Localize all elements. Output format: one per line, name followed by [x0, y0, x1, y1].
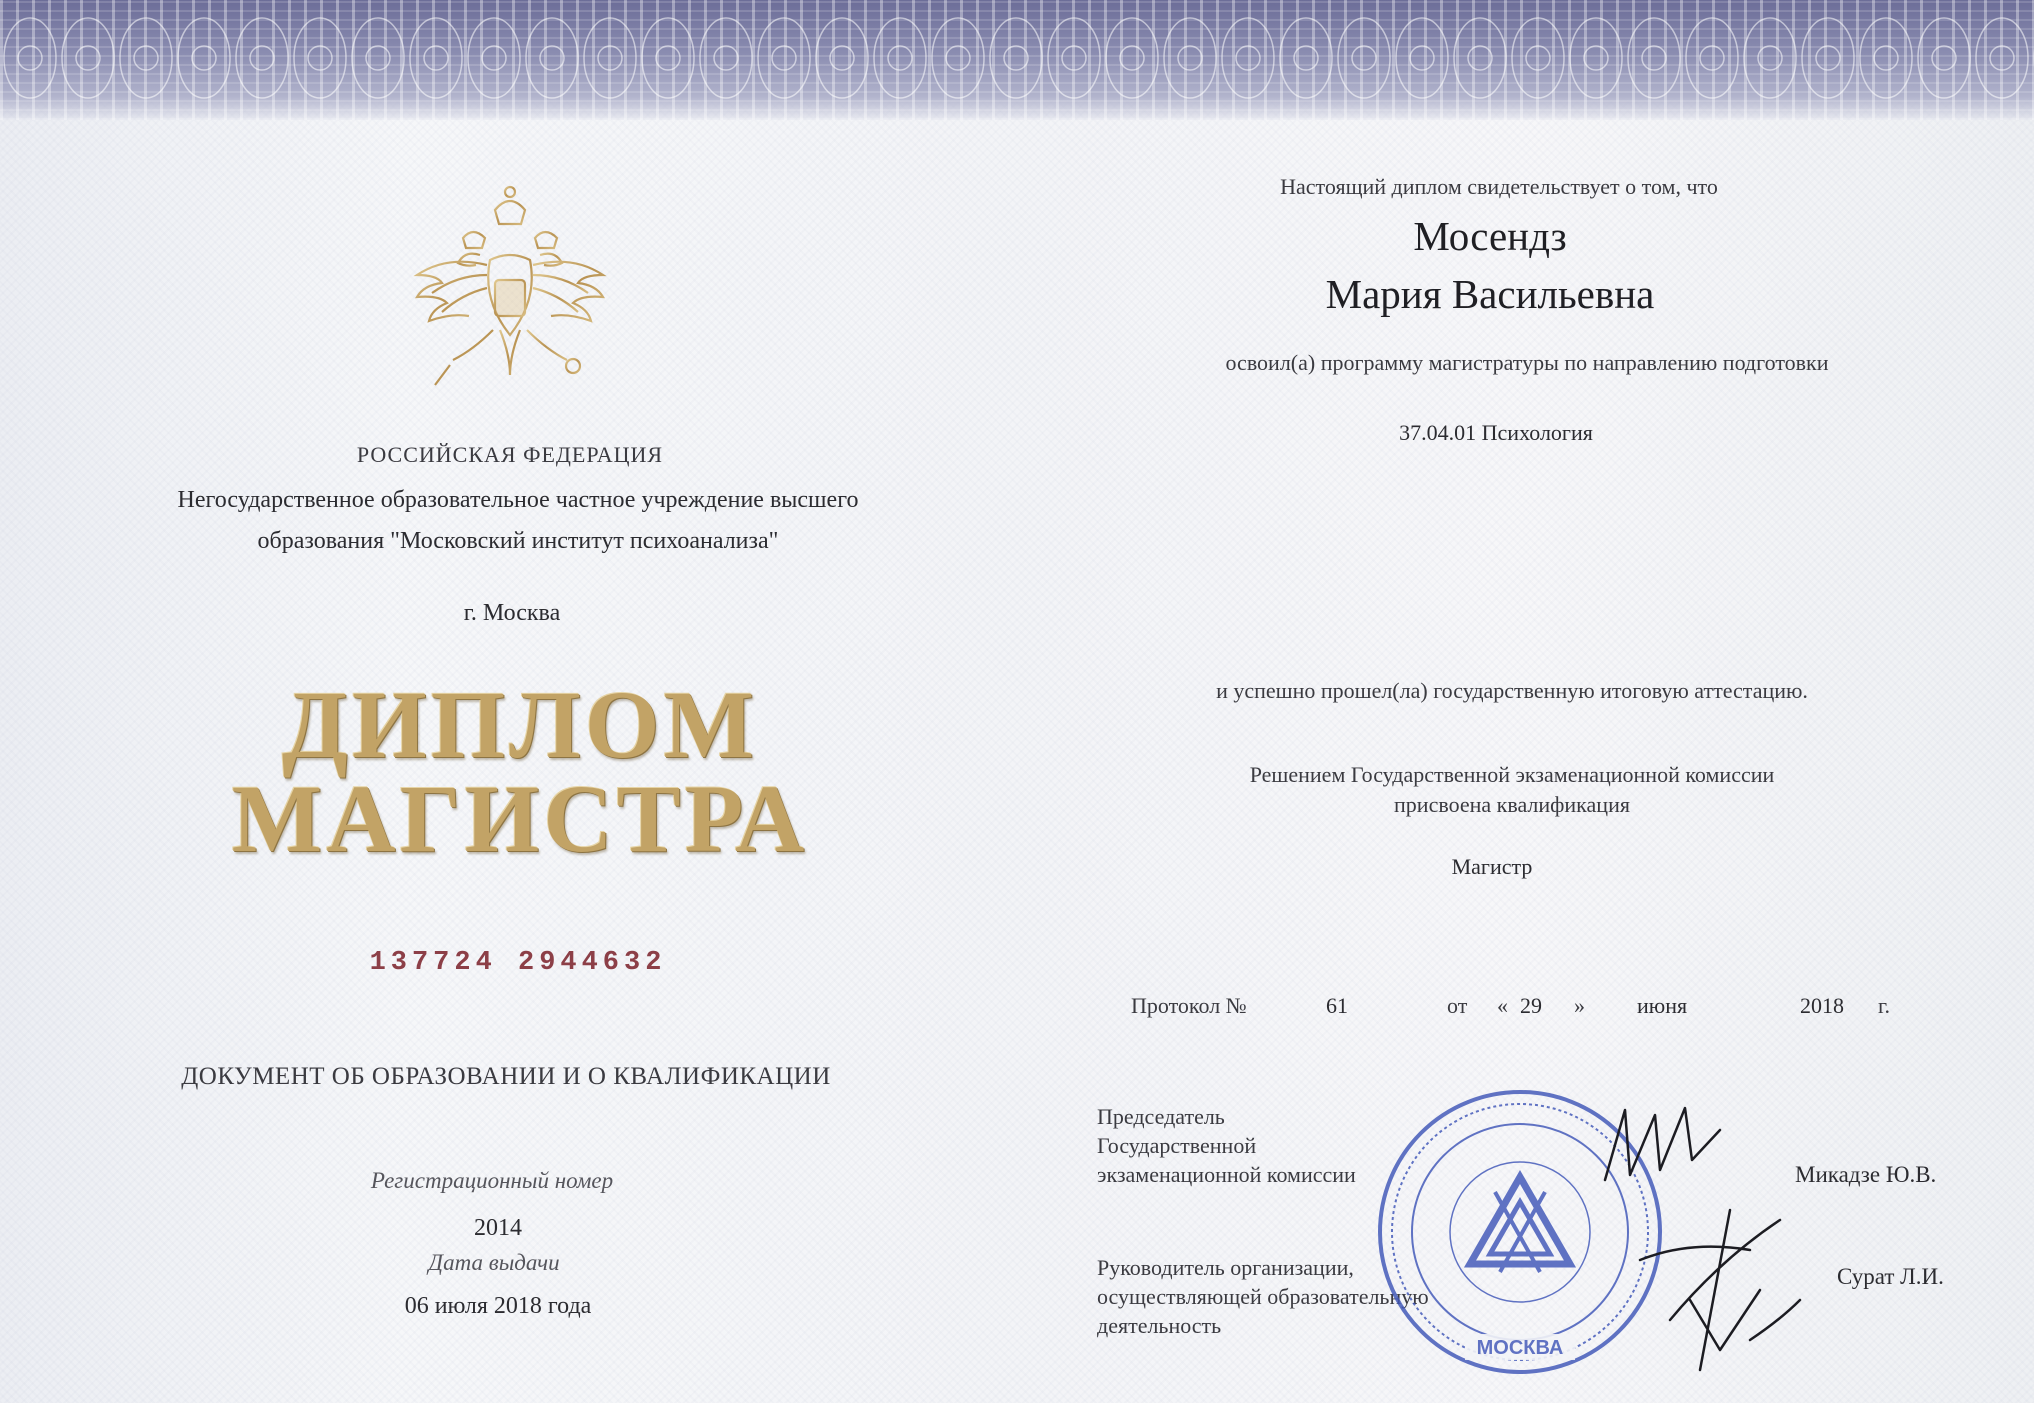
guilloche-loop — [1686, 18, 1738, 98]
guilloche-ring — [1874, 46, 1898, 70]
coat-of-arms-icon — [395, 180, 625, 410]
chair-signature — [1600, 1100, 1730, 1190]
guilloche-ring — [1410, 46, 1434, 70]
guilloche-ring — [1062, 46, 1086, 70]
guilloche-ring — [540, 46, 564, 70]
guilloche-ring — [1468, 46, 1492, 70]
guilloche-ring — [598, 46, 622, 70]
decision-line-2: присвоена квалификация — [1394, 792, 1630, 817]
diploma-title-line-2: МАГИСТРА — [231, 765, 809, 872]
intro-text: Настоящий диплом свидетельствует о том, что — [1280, 174, 1718, 199]
protocol-month: июня — [1637, 993, 1688, 1018]
protocol-from: от — [1447, 993, 1468, 1018]
guilloche-ring — [714, 46, 738, 70]
guilloche-loop — [294, 18, 346, 98]
decision-line-1: Решением Государственной экзаменационной комиссии — [1249, 762, 1775, 787]
guilloche-loop — [1570, 18, 1622, 98]
guilloche-loop — [1976, 18, 2028, 98]
serial-number: 137724 2944632 — [369, 948, 667, 978]
chair-name: Микадзе Ю.В. — [1795, 1162, 1937, 1187]
guilloche-ring — [1816, 46, 1840, 70]
stamp-city: МОСКВА — [1476, 1337, 1564, 1359]
registration-number-label: Регистрационный номер — [370, 1168, 614, 1193]
guilloche-loop — [1918, 18, 1970, 98]
guilloche-loop — [1222, 18, 1274, 98]
guilloche-ring — [888, 46, 912, 70]
issue-date: 06 июля 2018 года — [404, 1293, 592, 1319]
guilloche-ring — [1758, 46, 1782, 70]
protocol-quote-open: « — [1497, 993, 1508, 1018]
graduate-given-names: Мария Васильевна — [1325, 271, 1655, 317]
guilloche-ring — [656, 46, 680, 70]
guilloche-loop — [990, 18, 1042, 98]
institution-line-2: образования "Московский институт психоанализа" — [257, 528, 779, 554]
protocol-number: 61 — [1326, 993, 1348, 1018]
guilloche-loop — [1280, 18, 1332, 98]
guilloche-ring — [830, 46, 854, 70]
guilloche-loop — [642, 18, 694, 98]
guilloche-loop — [178, 18, 230, 98]
guilloche-ring — [1584, 46, 1608, 70]
guilloche-loop — [1164, 18, 1216, 98]
chair-role-line-1: Председатель — [1097, 1104, 1225, 1129]
guilloche-loop — [1338, 18, 1390, 98]
guilloche-loop — [4, 18, 56, 98]
guilloche-ring — [308, 46, 332, 70]
program-intro: освоил(а) программу магистратуры по направлению подготовки — [1225, 350, 1829, 375]
guilloche-loop — [1512, 18, 1564, 98]
diploma-title-line-1: ДИПЛОМ — [281, 671, 759, 778]
guilloche-loop — [1744, 18, 1796, 98]
guilloche-loop — [468, 18, 520, 98]
head-role-line-2: осуществляющей образовательную — [1097, 1284, 1429, 1309]
protocol-year-suffix: г. — [1878, 993, 1891, 1018]
guilloche-ring — [1352, 46, 1376, 70]
chair-role — [1097, 1102, 1356, 1189]
document-type: ДОКУМЕНТ ОБ ОБРАЗОВАНИИ И О КВАЛИФИКАЦИИ — [181, 1063, 831, 1090]
protocol-year: 2018 — [1800, 993, 1844, 1018]
protocol-day: 29 — [1520, 993, 1542, 1018]
institution-line-1: Негосударственное образовательное частное учреждение высшего — [177, 487, 859, 513]
guilloche-ring — [134, 46, 158, 70]
guilloche-loop — [1454, 18, 1506, 98]
head-name: Сурат Л.И. — [1837, 1264, 1944, 1289]
guilloche-ring — [1120, 46, 1144, 70]
guilloche-ring — [18, 46, 42, 70]
guilloche-ring — [1178, 46, 1202, 70]
guilloche-ring — [250, 46, 274, 70]
guilloche-ring — [192, 46, 216, 70]
guilloche-loop — [1802, 18, 1854, 98]
guilloche-ring — [1700, 46, 1724, 70]
guilloche-ring — [1990, 46, 2014, 70]
guilloche-ring — [76, 46, 100, 70]
guilloche-loop — [758, 18, 810, 98]
decorative-top-band — [0, 0, 2034, 120]
guilloche-loop — [874, 18, 926, 98]
protocol-quote-close: » — [1574, 993, 1585, 1018]
attestation-text: и успешно прошел(ла) государственную итоговую аттестацию. — [1216, 678, 1808, 703]
country-name: РОССИЙСКАЯ ФЕДЕРАЦИЯ — [356, 442, 664, 467]
guilloche-loop — [1628, 18, 1680, 98]
guilloche-ring — [1236, 46, 1260, 70]
guilloche-ring — [946, 46, 970, 70]
guilloche-ring — [482, 46, 506, 70]
guilloche-ring — [1004, 46, 1028, 70]
guilloche-loop — [1860, 18, 1912, 98]
chair-role-line-2: Государственной — [1097, 1133, 1257, 1158]
guilloche-loop — [1396, 18, 1448, 98]
guilloche-loop — [410, 18, 462, 98]
chair-role-line-3: экзаменационной комиссии — [1097, 1162, 1356, 1187]
guilloche-ring — [772, 46, 796, 70]
guilloche-ring — [1932, 46, 1956, 70]
guilloche-loop — [584, 18, 636, 98]
protocol-label: Протокол № — [1131, 993, 1247, 1018]
guilloche-ring — [424, 46, 448, 70]
head-role-line-3: деятельность — [1097, 1313, 1222, 1338]
guilloche-loop — [816, 18, 868, 98]
city: г. Москва — [463, 600, 561, 626]
guilloche-loop — [236, 18, 288, 98]
guilloche-loop — [1048, 18, 1100, 98]
head-role-line-1: Руководитель организации, — [1097, 1255, 1354, 1280]
qualification: Магистр — [1451, 854, 1533, 879]
guilloche-loop — [120, 18, 172, 98]
registration-number: 2014 — [474, 1215, 522, 1241]
guilloche-loop — [700, 18, 752, 98]
guilloche-ring — [1294, 46, 1318, 70]
program-name: 37.04.01 Психология — [1399, 420, 1593, 445]
guilloche-pattern — [0, 0, 2034, 120]
guilloche-ring — [1642, 46, 1666, 70]
institution-name — [178, 480, 859, 562]
diploma-title — [231, 671, 809, 872]
graduate-surname: Мосендз — [1413, 213, 1567, 259]
guilloche-loop — [352, 18, 404, 98]
guilloche-loop — [526, 18, 578, 98]
commission-decision — [1250, 760, 1775, 820]
head-signature — [1630, 1200, 1810, 1380]
guilloche-loop — [1106, 18, 1158, 98]
issue-date-label: Дата выдачи — [428, 1250, 560, 1275]
guilloche-loop — [932, 18, 984, 98]
guilloche-ring — [1526, 46, 1550, 70]
guilloche-loop — [62, 18, 114, 98]
guilloche-ring — [366, 46, 390, 70]
